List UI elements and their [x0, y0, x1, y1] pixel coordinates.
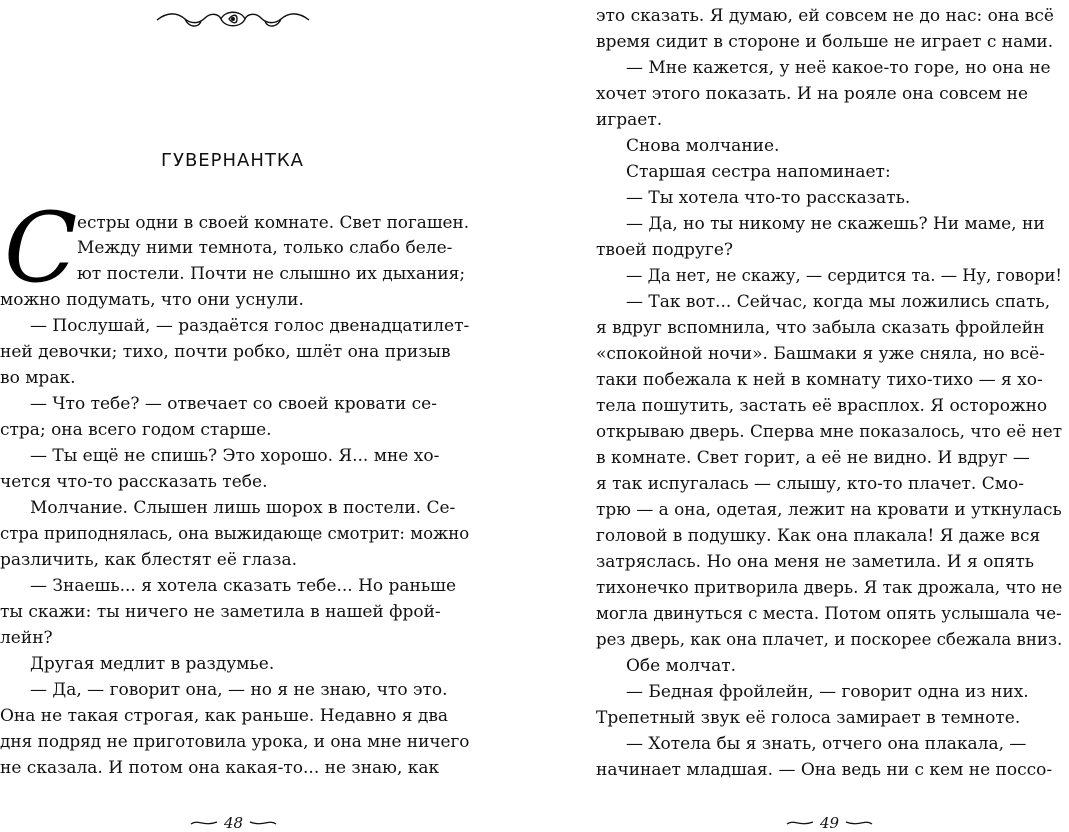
- text-line: — Да, — говорит она, — но я не знаю, что это.: [30, 680, 448, 700]
- text-line: таки побежала к ней в комнату тихо-тихо — я хо-: [596, 370, 1043, 390]
- text-line: — Хотела бы я знать, отчего она плакала, —: [626, 734, 1027, 754]
- text-line: я вдруг вспомнила, что забыла сказать фройлейн: [596, 318, 1045, 338]
- page-number-left: [190, 814, 277, 832]
- text-line: могла двинуться с места. Потом опять услышала че-: [596, 604, 1062, 624]
- text-line: Снова молчание.: [626, 136, 780, 156]
- text-line: — Ты хотела что-то рассказать.: [626, 188, 911, 208]
- text-line: ней девочки; тихо, почти робко, шлёт она призыв: [0, 342, 451, 362]
- text-line: стра; она всего годом старше.: [0, 420, 272, 440]
- text-line: Между ними темнота, только слабо беле-: [77, 238, 453, 258]
- text-line: время сидит в стороне и больше не играет с нами.: [596, 32, 1054, 52]
- text-line: различить, как блестят её глаза.: [0, 550, 297, 570]
- swash-right-icon: [249, 818, 277, 828]
- text-line: — Да, но ты никому не скажешь? Ни маме, ни: [626, 214, 1045, 234]
- text-line: лейн?: [0, 628, 53, 648]
- page-number-value: 49: [820, 814, 840, 832]
- swash-right-icon: [845, 818, 873, 828]
- text-line: рез дверь, как она плачет, и поскорее сбежала вниз.: [596, 630, 1063, 650]
- drop-cap-initial: С: [4, 192, 78, 304]
- text-line: во мрак.: [0, 368, 76, 388]
- swash-left-icon: [190, 818, 218, 828]
- text-line: Трепетный звук её голоса замирает в темноте.: [596, 708, 1021, 728]
- text-line: открываю дверь. Сперва мне показалось, что её нет: [596, 422, 1063, 442]
- text-line: хочет этого показать. И на рояле она совсем не: [596, 84, 1029, 104]
- text-line: — Что тебе? — отвечает со своей кровати се-: [30, 394, 437, 414]
- text-line: в комнате. Свет горит, а её не видно. И вдруг —: [596, 448, 1030, 468]
- text-line: — Бедная фройлейн, — говорит одна из них.: [626, 682, 1029, 702]
- text-line: можно подумать, что они уснули.: [0, 290, 304, 310]
- text-line: — Послушай, — раздаётся голос двенадцатилет-: [30, 316, 470, 336]
- text-line: естры одни в своей комнате. Свет погашен.: [77, 213, 470, 233]
- text-line: Старшая сестра напоминает:: [626, 162, 891, 182]
- text-line: тихонечко притворила дверь. Я так дрожала, что не: [596, 578, 1063, 598]
- text-line: Другая медлит в раздумье.: [30, 654, 275, 674]
- text-line: дня подряд не приготовила урока, и она мне ничего: [0, 732, 470, 752]
- text-line: — Ты ещё не спишь? Это хорошо. Я... мне хо-: [30, 446, 440, 466]
- text-line: стра приподнялась, она выжидающе смотрит: можно: [0, 524, 470, 544]
- left-page: [0, 0, 475, 832]
- text-line: чется что-то рассказать тебе.: [0, 472, 268, 492]
- page-number-value: 48: [224, 814, 244, 832]
- ornament-flourish-icon: [155, 6, 311, 32]
- text-line: ты скажи: ты ничего не заметила в нашей фрой-: [0, 602, 441, 622]
- text-line: не сказала. И потом она какая-то... не знаю, как: [0, 758, 440, 778]
- text-line: «спокойной ночи». Башмаки я уже сняла, но всё-: [596, 344, 1045, 364]
- page-number-right: [786, 814, 873, 832]
- text-line: — Знаешь... я хотела сказать тебе... Но раньше: [30, 576, 457, 596]
- right-page: [596, 0, 1066, 832]
- text-line: начинает младшая. — Она ведь ни с кем не поссо-: [596, 760, 1053, 780]
- text-line: это сказать. Я думаю, ей совсем не до нас: она всё: [596, 6, 1054, 26]
- text-line: играет.: [596, 110, 663, 130]
- text-line: трю — а она, одетая, лежит на кровати и уткнулась: [596, 500, 1062, 520]
- text-line: Молчание. Слышен лишь шорох в постели. Се-: [30, 498, 456, 518]
- text-line: ют постели. Почти не слышно их дыхания;: [77, 264, 466, 284]
- text-line: твоей подруге?: [596, 240, 734, 260]
- text-line: — Так вот... Сейчас, когда мы ложились спать,: [626, 292, 1051, 312]
- text-line: — Мне кажется, у неё какое-то горе, но она не: [626, 58, 1051, 78]
- text-line: я так испугалась — слышу, кто-то плачет. Смо-: [596, 474, 1024, 494]
- text-line: — Да нет, не скажу, — сердится та. — Ну, говори!: [626, 266, 1063, 286]
- text-line: Обе молчат.: [626, 656, 737, 676]
- text-line: тела пошутить, застать её врасплох. Я осторожно: [596, 396, 1048, 416]
- swash-left-icon: [786, 818, 814, 828]
- text-line: затряслась. Но она меня не заметила. И я опять: [596, 552, 1035, 572]
- text-line: Она не такая строгая, как раньше. Недавно я два: [0, 706, 449, 726]
- text-line: головой в подушку. Как она плакала! Я даже вся: [596, 526, 1041, 546]
- chapter-title: ГУВЕРНАНТКА: [161, 150, 304, 171]
